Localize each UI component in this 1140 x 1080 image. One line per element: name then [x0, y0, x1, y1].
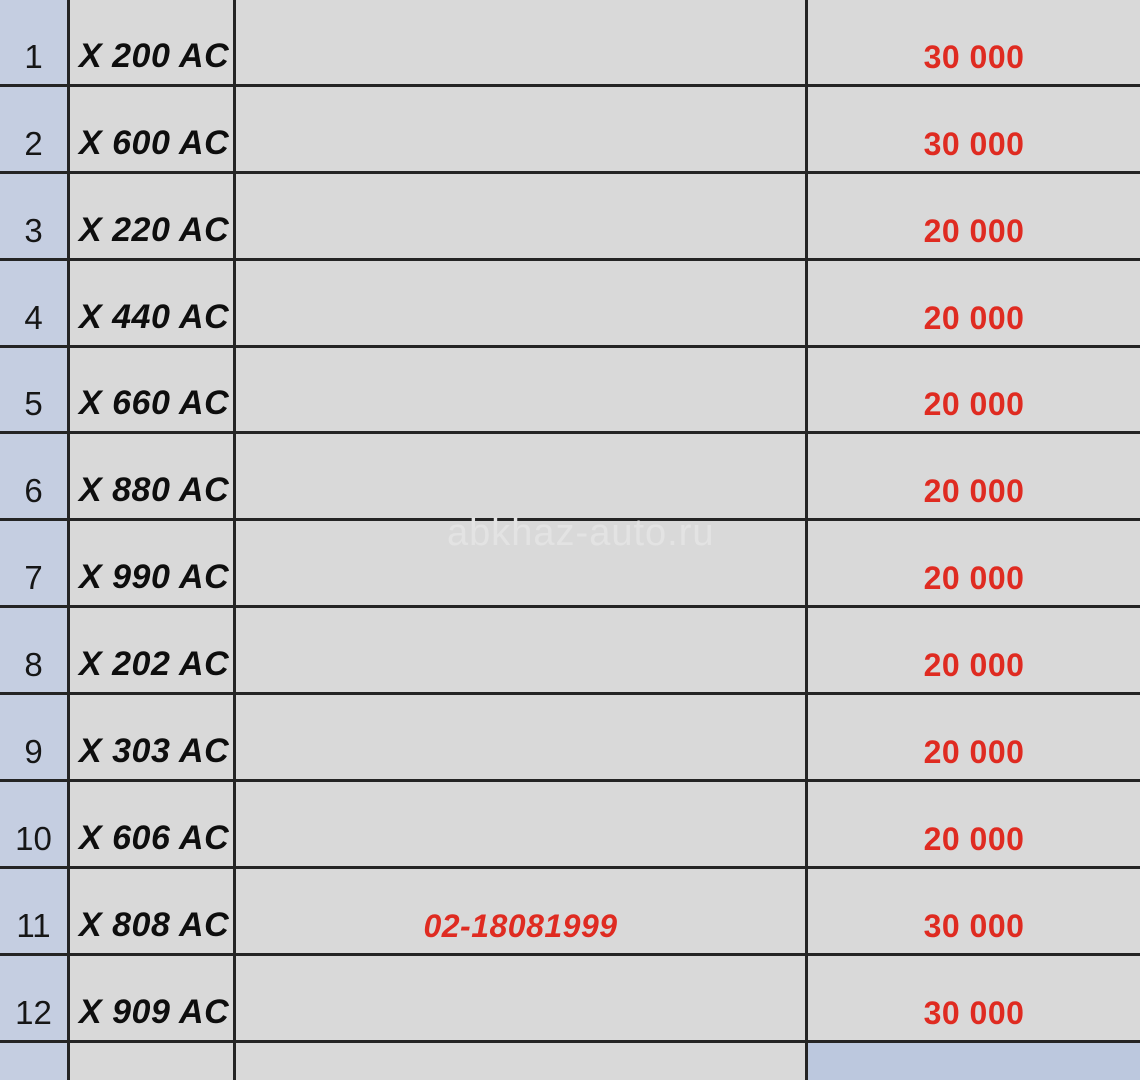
row-number-cell: 9 [0, 695, 67, 779]
price-cell: 30 000 [805, 0, 1140, 84]
row-number-cell: 4 [0, 261, 67, 345]
row-number-cell: 12 [0, 956, 67, 1040]
plate-code-cell: X 303 AC [67, 695, 233, 779]
row-number-cell: 1 [0, 0, 67, 84]
table-row [0, 869, 1140, 956]
plate-code-cell: X 880 AC [67, 434, 233, 518]
plate-code-cell: X 909 AC [67, 956, 233, 1040]
plate-code-cell: X 200 AC [67, 0, 233, 84]
price-cell: 20 000 [805, 348, 1140, 432]
price-cell: 20 000 [805, 608, 1140, 692]
price-cell: 20 000 [805, 521, 1140, 605]
table-row [0, 174, 1140, 261]
table-row [0, 695, 1140, 782]
row-number-cell: 8 [0, 608, 67, 692]
plate-code-cell: X 660 AC [67, 348, 233, 432]
note-cell [233, 695, 805, 779]
note-cell [233, 0, 805, 84]
note-cell [233, 782, 805, 866]
row-number-cell: 6 [0, 434, 67, 518]
plate-code-cell: X 606 AC [67, 782, 233, 866]
note-cell [233, 521, 805, 605]
row-number-cell: 10 [0, 782, 67, 866]
table-row [0, 956, 1140, 1043]
note-cell [233, 1043, 805, 1080]
table-row [0, 87, 1140, 174]
price-cell: 20 000 [805, 782, 1140, 866]
note-cell [233, 608, 805, 692]
price-cell: 20 000 [805, 695, 1140, 779]
plate-code-cell: X 808 AC [67, 869, 233, 953]
note-cell [233, 956, 805, 1040]
plate-code-cell: X 202 AC [67, 608, 233, 692]
table-row [0, 348, 1140, 435]
table-row [0, 434, 1140, 521]
plate-code-cell: X 440 AC [67, 261, 233, 345]
price-cell [805, 1043, 1140, 1080]
price-cell: 20 000 [805, 261, 1140, 345]
note-cell [233, 261, 805, 345]
table-row [0, 261, 1140, 348]
note-cell [233, 434, 805, 518]
note-cell [233, 87, 805, 171]
price-cell: 20 000 [805, 434, 1140, 518]
note-cell [233, 348, 805, 432]
row-number-cell [0, 1043, 67, 1080]
plate-code-cell: X 220 AC [67, 174, 233, 258]
table-row [0, 521, 1140, 608]
row-number-cell: 2 [0, 87, 67, 171]
table-row [0, 782, 1140, 869]
price-cell: 30 000 [805, 87, 1140, 171]
plate-code-cell: X 990 AC [67, 521, 233, 605]
plate-code-cell [67, 1043, 233, 1080]
plate-code-cell: X 600 AC [67, 87, 233, 171]
note-cell: 02-18081999 [233, 869, 805, 953]
row-number-cell: 3 [0, 174, 67, 258]
price-cell: 30 000 [805, 869, 1140, 953]
note-cell [233, 174, 805, 258]
table-row [0, 608, 1140, 695]
row-number-cell: 5 [0, 348, 67, 432]
row-number-cell: 11 [0, 869, 67, 953]
price-cell: 20 000 [805, 174, 1140, 258]
watermark-text: abkhaz-auto.ru [447, 512, 715, 554]
price-cell: 30 000 [805, 956, 1140, 1040]
row-number-cell: 7 [0, 521, 67, 605]
table-row [0, 0, 1140, 87]
table-row-partial-bottom [0, 1043, 1140, 1080]
